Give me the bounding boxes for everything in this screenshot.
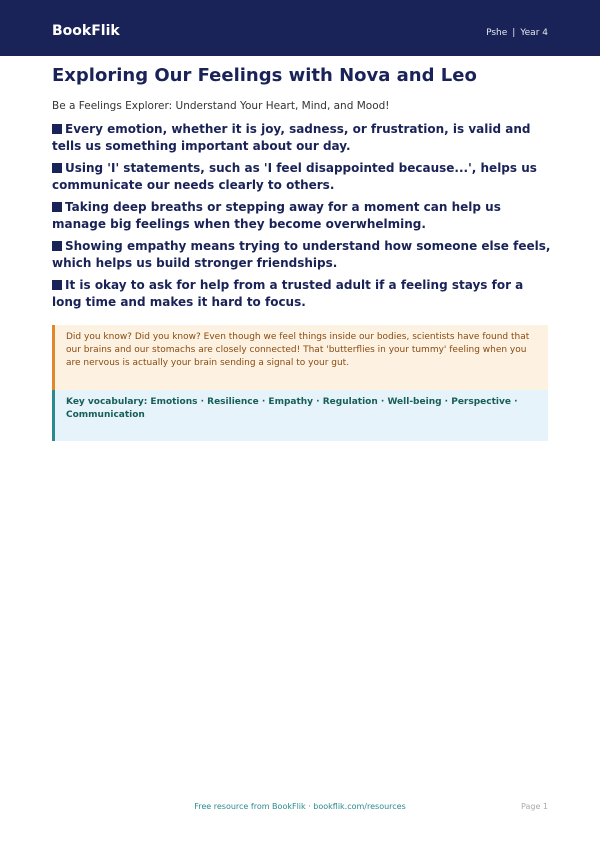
key-point-text: Every emotion, whether it is joy, sadness, or frustration, is valid and tells us something important about our day. — [52, 122, 531, 153]
square-bullet-icon — [52, 124, 62, 134]
header-meta — [486, 28, 548, 38]
square-bullet-icon — [52, 202, 62, 212]
key-point — [52, 277, 552, 311]
key-point-text: Showing empathy means trying to understand how someone else feels, which helps us build stronger friendships. — [52, 239, 551, 270]
key-point-text: Using 'I' statements, such as 'I feel disappointed because...', helps us communicate our needs clearly to others. — [52, 161, 537, 192]
square-bullet-icon — [52, 163, 62, 173]
page-subtitle: Be a Feelings Explorer: Understand Your Heart, Mind, and Mood! — [52, 100, 390, 112]
did-you-know-text: Did you know? Did you know? Even though we feel things inside our bodies, scientists have found that our brains and our stomachs are closely connected! That 'butterflies in your tummy' feeling when you are nervous is actually your brain sending a signal to your gut. — [66, 332, 530, 368]
footer-source-link[interactable]: Free resource from BookFlik · bookflik.com/resources — [194, 802, 406, 811]
key-point — [52, 121, 552, 155]
meta-separator: | — [512, 28, 516, 38]
key-point-text: Taking deep breaths or stepping away for a moment can help us manage big feelings when they become overwhelming. — [52, 200, 501, 231]
key-point — [52, 160, 552, 194]
key-vocabulary-text: Key vocabulary: Emotions · Resilience · Empathy · Regulation · Well-being · Perspective · Communication — [66, 397, 518, 420]
key-vocabulary-box — [52, 390, 548, 441]
key-point — [52, 199, 552, 233]
square-bullet-icon — [52, 280, 62, 290]
key-point-text: It is okay to ask for help from a trusted adult if a feeling stays for a long time and makes it hard to focus. — [52, 278, 524, 309]
key-point — [52, 238, 552, 272]
year-label: Year 4 — [520, 28, 548, 38]
did-you-know-box — [52, 325, 548, 390]
page-number: Page 1 — [521, 802, 548, 811]
key-points-list — [52, 121, 552, 316]
header-bar — [0, 0, 600, 56]
square-bullet-icon — [52, 241, 62, 251]
page-title: Exploring Our Feelings with Nova and Leo — [52, 65, 477, 86]
subject-label: Pshe — [486, 28, 508, 38]
brand-logo: BookFlik — [52, 23, 120, 39]
